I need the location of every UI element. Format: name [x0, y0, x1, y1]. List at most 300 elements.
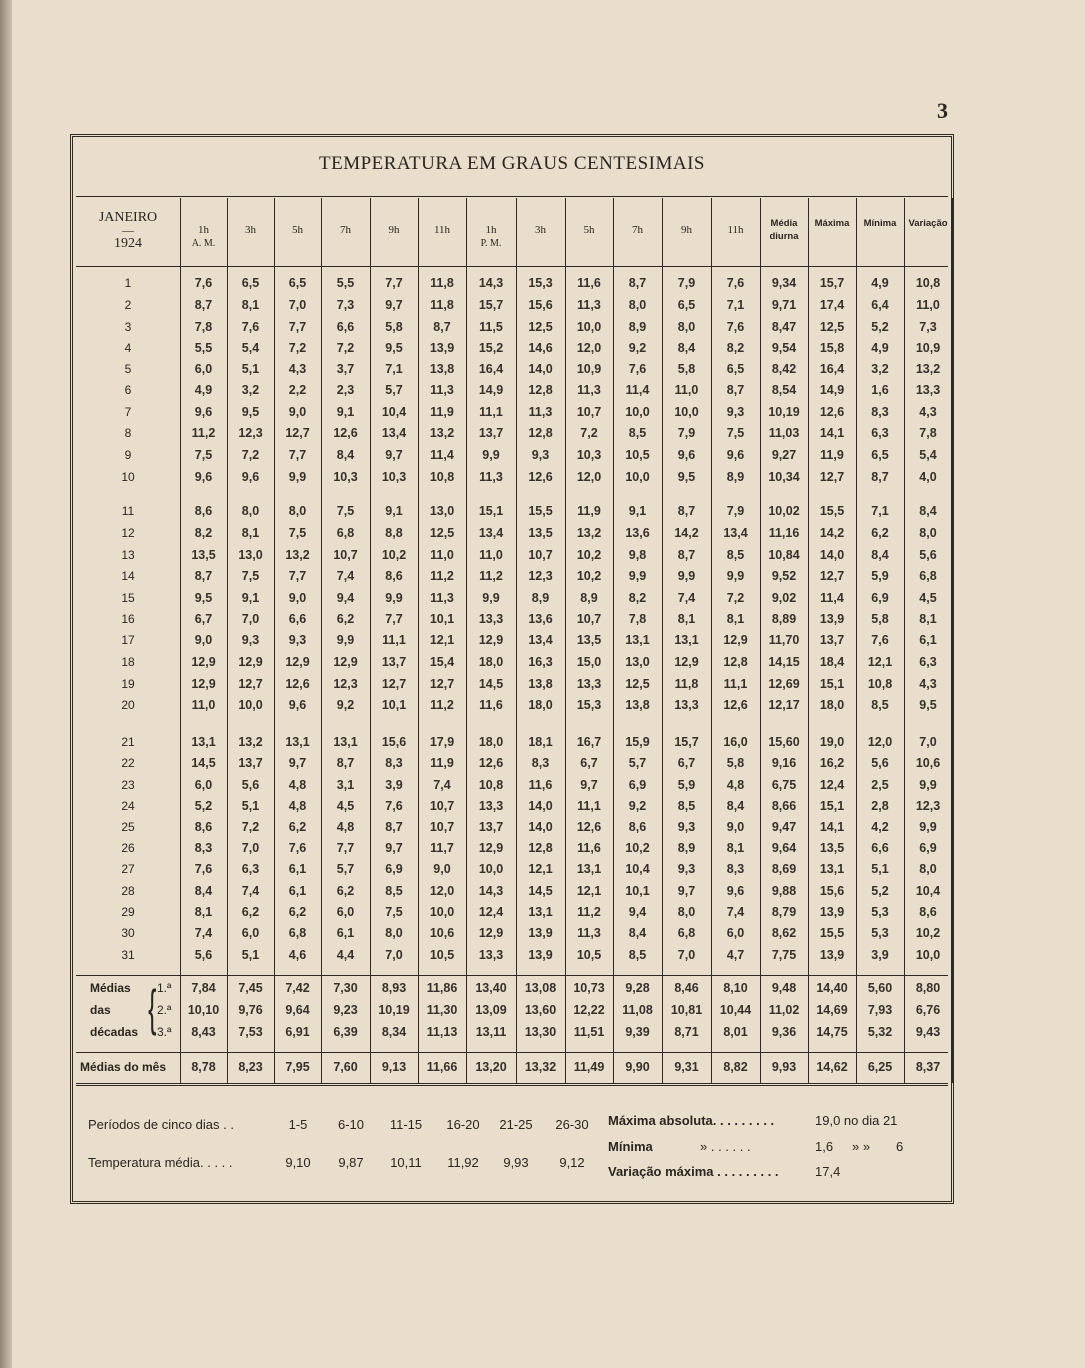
- decade-means-label: das: [90, 1003, 111, 1017]
- table-cell: 12,5: [429, 526, 455, 540]
- table-cell: 9,9: [919, 820, 937, 834]
- month-mean-cell: 13,20: [475, 1060, 507, 1074]
- table-cell: 10,9: [915, 341, 941, 355]
- table-cell: 8,2: [726, 341, 745, 355]
- table-cell: 10,0: [915, 948, 941, 962]
- table-cell: 5,7: [628, 756, 647, 770]
- table-cell: 8,2: [194, 526, 213, 540]
- table-cell: 11,7: [430, 841, 454, 855]
- table-title: TEMPERATURA EM GRAUS CENTESIMAIS: [318, 153, 705, 174]
- table-cell: 15,5: [528, 504, 553, 518]
- table-cell: 6,75: [771, 778, 797, 792]
- decade-cell: 14,75: [816, 1025, 848, 1039]
- table-cell: 15,3: [528, 276, 553, 290]
- table-cell: 8,7: [194, 298, 213, 312]
- table-cell: 6,7: [580, 756, 598, 770]
- table-cell: 13,9: [429, 341, 455, 355]
- table-cell: 9,1: [628, 504, 647, 518]
- decade-cell: 11,86: [426, 981, 458, 995]
- table-cell: 12,9: [333, 655, 358, 669]
- month-mean-cell: 8,37: [915, 1060, 941, 1074]
- table-rule: [76, 1052, 948, 1053]
- table-cell: 9,52: [771, 569, 797, 583]
- table-cell: 14,2: [674, 526, 699, 540]
- table-cell: 14,2: [819, 526, 845, 540]
- min-abs-day: 6: [896, 1139, 904, 1154]
- table-cell: 4,4: [336, 948, 355, 962]
- month-mean-cell: 9,93: [771, 1060, 797, 1074]
- table-cell: 11,3: [430, 383, 454, 397]
- table-cell: 10,7: [333, 548, 358, 562]
- decade-cell: 13,40: [475, 981, 507, 995]
- table-cell: 10,0: [625, 470, 650, 484]
- table-cell: 7,7: [385, 612, 403, 626]
- table-cell: 11,6: [577, 841, 601, 855]
- table-cell: 16,4: [478, 362, 504, 376]
- table-cell: 13,2: [285, 548, 310, 562]
- decade-cell: 6,76: [915, 1003, 941, 1017]
- table-cell: 5,8: [871, 612, 889, 626]
- decade-means-label: Médias: [90, 981, 131, 995]
- table-cell: 13,5: [576, 633, 602, 647]
- table-cell: 10,2: [915, 926, 941, 940]
- table-cell: 13,8: [528, 677, 553, 691]
- day-number: 8: [124, 426, 132, 440]
- decade-cell: 10,44: [719, 1003, 752, 1017]
- decade-cell: 6,91: [285, 1025, 310, 1039]
- table-cell: 7,3: [336, 298, 355, 312]
- table-cell: 8,3: [531, 756, 550, 770]
- table-cell: 8,8: [385, 526, 403, 540]
- table-cell: 10,5: [429, 948, 455, 962]
- table-cell: 4,8: [288, 799, 307, 813]
- table-cell: 4,3: [919, 677, 937, 691]
- table-cell: 13,7: [238, 756, 263, 770]
- decade-cell: 9,28: [625, 981, 650, 995]
- table-cell: 11,6: [528, 778, 553, 792]
- table-cell: 11,16: [768, 526, 800, 540]
- table-cell: 10,5: [625, 448, 650, 462]
- table-cell: 12,4: [478, 905, 504, 919]
- table-cell: 9,7: [288, 756, 307, 770]
- table-cell: 9,1: [241, 591, 260, 605]
- table-cell: 13,1: [674, 633, 699, 647]
- table-cell: 9,8: [628, 548, 647, 562]
- day-number: 20: [121, 698, 135, 712]
- table-cell: 9,5: [241, 405, 260, 419]
- table-cell: 12,9: [478, 841, 504, 855]
- table-cell: 7,4: [194, 926, 213, 940]
- table-cell: 13,1: [285, 735, 310, 749]
- decade-cell: 9,43: [915, 1025, 941, 1039]
- table-cell: 5,9: [871, 569, 889, 583]
- table-cell: 7,6: [194, 862, 213, 876]
- var-value: 17,4: [815, 1164, 841, 1179]
- table-cell: 6,6: [871, 841, 889, 855]
- table-cell: 8,5: [726, 548, 745, 562]
- table-cell: 14,3: [478, 884, 504, 898]
- table-cell: 9,9: [482, 591, 500, 605]
- table-cell: 14,0: [819, 548, 845, 562]
- period-temp: 9,93: [503, 1155, 529, 1170]
- table-cell: 11,3: [577, 926, 601, 940]
- table-cell: 8,42: [771, 362, 797, 376]
- table-cell: 8,54: [771, 383, 797, 397]
- table-cell: 9,5: [677, 470, 696, 484]
- day-number: 13: [121, 548, 135, 562]
- table-cell: 14,0: [528, 820, 553, 834]
- table-cell: 7,6: [871, 633, 889, 647]
- table-cell: 7,5: [726, 426, 745, 440]
- table-cell: 13,0: [625, 655, 650, 669]
- table-cell: 9,3: [288, 633, 307, 647]
- table-cell: 16,4: [819, 362, 845, 376]
- table-cell: 18,0: [478, 735, 504, 749]
- table-cell: 9,6: [726, 884, 745, 898]
- table-cell: 9,3: [241, 633, 260, 647]
- table-cell: 9,2: [336, 698, 355, 712]
- table-cell: 5,7: [385, 383, 403, 397]
- decade-cell: 9,39: [625, 1025, 650, 1039]
- decade-cell: 7,30: [333, 981, 358, 995]
- table-cell: 7,7: [385, 276, 403, 290]
- column-header: 3h: [535, 224, 546, 236]
- table-cell: 10,4: [915, 884, 941, 898]
- table-cell: 12,9: [238, 655, 263, 669]
- table-rule: [76, 1085, 948, 1086]
- table-cell: 11,2: [430, 698, 454, 712]
- table-cell: 7,6: [726, 320, 745, 334]
- day-number: 24: [121, 799, 135, 813]
- month-mean-cell: 14,62: [816, 1060, 848, 1074]
- table-cell: 8,5: [385, 884, 403, 898]
- table-cell: 11,3: [479, 470, 503, 484]
- table-cell: 10,4: [381, 405, 407, 419]
- table-cell: 13,7: [381, 655, 407, 669]
- table-cell: 14,3: [478, 276, 504, 290]
- table-cell: 4,7: [726, 948, 745, 962]
- decade-cell: 9,23: [333, 1003, 358, 1017]
- day-number: 28: [121, 884, 135, 898]
- table-cell: 11,9: [430, 756, 454, 770]
- table-cell: 10,1: [625, 884, 650, 898]
- table-cell: 10,9: [576, 362, 602, 376]
- table-cell: 13,1: [191, 735, 216, 749]
- table-cell: 8,7: [726, 383, 745, 397]
- table-cell: 13,2: [238, 735, 263, 749]
- day-number: 25: [121, 820, 135, 834]
- table-cell: 7,3: [919, 320, 937, 334]
- table-cell: 12,3: [528, 569, 553, 583]
- table-cell: 6,0: [241, 926, 260, 940]
- table-cell: 8,1: [726, 841, 745, 855]
- table-cell: 7,9: [677, 276, 696, 290]
- table-cell: 12,6: [478, 756, 504, 770]
- table-cell: 9,9: [628, 569, 647, 583]
- table-cell: 6,9: [628, 778, 647, 792]
- table-cell: 5,2: [871, 884, 889, 898]
- table-cell: 13,7: [478, 820, 504, 834]
- decade-cell: 6,39: [333, 1025, 358, 1039]
- table-cell: 5,4: [919, 448, 937, 462]
- table-cell: 2,3: [336, 383, 355, 397]
- table-cell: 11,2: [479, 569, 503, 583]
- month-mean-label: Médias do mês: [80, 1060, 167, 1074]
- table-cell: 13,5: [819, 841, 845, 855]
- table-cell: 9,6: [288, 698, 307, 712]
- column-header-sub: A. M.: [191, 238, 216, 249]
- day-number: 21: [121, 735, 135, 749]
- table-cell: 9,7: [385, 298, 403, 312]
- decade-cell: 11,30: [426, 1003, 458, 1017]
- table-cell: 9,3: [726, 405, 745, 419]
- table-cell: 10,1: [429, 612, 455, 626]
- period-range: 26-30: [555, 1117, 589, 1132]
- temp-label: Temperatura média. . . . .: [88, 1155, 233, 1170]
- table-cell: 11,3: [430, 591, 454, 605]
- table-cell: 6,5: [288, 276, 307, 290]
- table-cell: 5,5: [336, 276, 355, 290]
- table-cell: 9,6: [194, 405, 213, 419]
- table-cell: 6,0: [194, 778, 213, 792]
- table-cell: 13,3: [674, 698, 699, 712]
- table-cell: 10,34: [768, 470, 800, 484]
- ditto-marks: » »: [852, 1139, 871, 1154]
- table-cell: 15,5: [819, 504, 845, 518]
- column-header: 9h: [681, 224, 692, 236]
- table-cell: 10,7: [528, 548, 553, 562]
- table-cell: 10,2: [381, 548, 407, 562]
- table-cell: 9,9: [288, 470, 307, 484]
- period-range: 6-10: [337, 1117, 365, 1132]
- table-cell: 8,1: [241, 298, 260, 312]
- table-cell: 8,7: [336, 756, 355, 770]
- table-cell: 6,9: [385, 862, 403, 876]
- decade-cell: 7,53: [238, 1025, 263, 1039]
- table-cell: 8,3: [385, 756, 403, 770]
- column-header: Máxima: [814, 218, 850, 229]
- table-cell: 7,75: [771, 948, 797, 962]
- table-cell: 13,7: [819, 633, 845, 647]
- table-cell: 11,1: [723, 677, 748, 691]
- period-temp: 11,92: [447, 1155, 479, 1170]
- table-cell: 11,1: [382, 633, 406, 647]
- table-cell: 15,6: [819, 884, 845, 898]
- decade-cell: 11,51: [573, 1025, 605, 1039]
- table-cell: 11,8: [674, 677, 699, 691]
- table-cell: 13,2: [915, 362, 941, 376]
- month-mean-cell: 7,60: [333, 1060, 358, 1074]
- table-cell: 7,8: [919, 426, 937, 440]
- table-cell: 8,1: [726, 612, 745, 626]
- table-cell: 13,4: [528, 633, 553, 647]
- table-cell: 6,3: [919, 655, 937, 669]
- table-cell: 5,6: [919, 548, 937, 562]
- table-cell: 14,5: [191, 756, 216, 770]
- month-mean-cell: 9,13: [381, 1060, 407, 1074]
- table-cell: 8,0: [385, 926, 403, 940]
- table-cell: 8,79: [771, 905, 797, 919]
- table-cell: 12,6: [576, 820, 602, 834]
- table-cell: 7,5: [385, 905, 403, 919]
- table-cell: 13,8: [429, 362, 455, 376]
- table-cell: 16,7: [576, 735, 602, 749]
- table-cell: 9,0: [726, 820, 745, 834]
- day-number: 4: [124, 341, 132, 355]
- table-cell: 5,2: [871, 320, 889, 334]
- day-number: 15: [121, 591, 135, 605]
- table-cell: 12,9: [191, 655, 216, 669]
- day-number: 29: [121, 905, 135, 919]
- table-cell: 9,5: [919, 698, 937, 712]
- table-cell: 6,2: [288, 820, 307, 834]
- table-cell: 10,0: [238, 698, 263, 712]
- var-label: Variação máxima . . . . . . . . .: [608, 1164, 779, 1179]
- table-cell: 14,6: [528, 341, 553, 355]
- table-cell: 12,5: [625, 677, 650, 691]
- day-number: 12: [121, 526, 135, 540]
- decade-index: 1.ª: [157, 981, 172, 995]
- table-cell: 8,1: [677, 612, 696, 626]
- decade-cell: 8,10: [723, 981, 748, 995]
- column-header: 7h: [632, 224, 643, 236]
- table-cell: 11,4: [625, 383, 650, 397]
- table-cell: 12,1: [429, 633, 455, 647]
- decade-cell: 7,42: [285, 981, 310, 995]
- table-cell: 15,2: [478, 341, 504, 355]
- day-number: 2: [124, 298, 132, 312]
- table-cell: 5,6: [194, 948, 213, 962]
- decade-cell: 13,08: [524, 981, 557, 995]
- table-cell: 12,3: [238, 426, 263, 440]
- table-cell: 18,0: [478, 655, 504, 669]
- table-cell: 13,1: [528, 905, 553, 919]
- table-cell: 9,6: [194, 470, 213, 484]
- month-mean-cell: 8,23: [238, 1060, 263, 1074]
- table-cell: 4,6: [288, 948, 307, 962]
- table-cell: 12,4: [819, 778, 845, 792]
- table-cell: 9,3: [677, 820, 696, 834]
- table-cell: 13,0: [238, 548, 263, 562]
- table-cell: 12,3: [915, 799, 941, 813]
- table-cell: 6,1: [288, 862, 307, 876]
- day-number: 17: [121, 633, 135, 647]
- table-cell: 10,8: [867, 677, 893, 691]
- table-cell: 7,5: [288, 526, 307, 540]
- table-cell: 8,7: [677, 548, 696, 562]
- table-cell: 12,9: [285, 655, 310, 669]
- table-cell: 5,9: [677, 778, 696, 792]
- table-cell: 8,4: [677, 341, 696, 355]
- table-cell: 10,8: [915, 276, 941, 290]
- month-mean-cell: 8,78: [191, 1060, 216, 1074]
- table-cell: 13,9: [528, 926, 553, 940]
- period-temp: 9,87: [338, 1155, 364, 1170]
- table-cell: 11,8: [430, 276, 454, 290]
- table-cell: 3,2: [871, 362, 889, 376]
- table-cell: 9,47: [771, 820, 797, 834]
- table-cell: 14,1: [819, 820, 845, 834]
- table-cell: 11,5: [479, 320, 503, 334]
- table-cell: 6,3: [241, 862, 260, 876]
- table-cell: 11,70: [768, 633, 800, 647]
- decade-cell: 13,30: [524, 1025, 557, 1039]
- table-cell: 7,1: [871, 504, 889, 518]
- decade-cell: 9,64: [285, 1003, 310, 1017]
- table-cell: 2,8: [871, 799, 889, 813]
- table-cell: 8,3: [194, 841, 213, 855]
- table-cell: 10,0: [429, 905, 455, 919]
- table-cell: 5,3: [871, 926, 889, 940]
- table-cell: 6,8: [677, 926, 696, 940]
- column-header: 3h: [245, 224, 256, 236]
- table-cell: 7,6: [288, 841, 307, 855]
- table-cell: 5,6: [871, 756, 889, 770]
- table-cell: 9,7: [385, 448, 403, 462]
- table-cell: 7,2: [726, 591, 745, 605]
- table-cell: 15,7: [819, 276, 845, 290]
- table-cell: 5,4: [241, 341, 260, 355]
- table-cell: 13,3: [478, 612, 504, 626]
- table-cell: 8,4: [871, 548, 889, 562]
- table-cell: 7,1: [385, 362, 403, 376]
- table-cell: 9,5: [385, 341, 403, 355]
- table-cell: 7,2: [336, 341, 355, 355]
- table-cell: 9,9: [726, 569, 745, 583]
- day-number: 16: [121, 612, 135, 626]
- table-cell: 4,5: [919, 591, 937, 605]
- table-cell: 10,0: [625, 405, 650, 419]
- table-cell: 8,7: [433, 320, 451, 334]
- table-cell: 8,1: [194, 905, 213, 919]
- table-cell: 11,0: [674, 383, 699, 397]
- header-month: JANEIRO: [98, 210, 158, 225]
- table-cell: 10,19: [768, 405, 800, 419]
- table-cell: 8,7: [628, 276, 647, 290]
- table-cell: 6,4: [871, 298, 889, 312]
- table-cell: 15,8: [819, 341, 845, 355]
- decade-means-label: décadas: [90, 1025, 139, 1039]
- table-cell: 12,17: [768, 698, 800, 712]
- min-abs-label: Mínima: [608, 1139, 653, 1154]
- table-cell: 12,0: [576, 470, 602, 484]
- table-cell: 12,3: [333, 677, 358, 691]
- max-abs-label: Máxima absoluta. . . . . . . . .: [608, 1113, 775, 1128]
- table-cell: 6,2: [871, 526, 889, 540]
- table-cell: 7,7: [288, 320, 307, 334]
- table-cell: 9,2: [628, 341, 647, 355]
- table-cell: 7,0: [677, 948, 696, 962]
- page-number: 3: [937, 98, 948, 123]
- table-cell: 13,1: [576, 862, 602, 876]
- table-cell: 18,0: [528, 698, 553, 712]
- table-cell: 8,7: [871, 470, 889, 484]
- table-cell: 8,89: [771, 612, 797, 626]
- decade-cell: 13,11: [475, 1025, 507, 1039]
- decade-cell: 9,36: [771, 1025, 797, 1039]
- table-cell: 5,2: [194, 799, 213, 813]
- table-cell: 11,3: [577, 298, 601, 312]
- table-cell: 8,6: [628, 820, 647, 834]
- table-cell: 7,9: [726, 504, 745, 518]
- header-year: 1924: [114, 236, 142, 251]
- table-cell: 2,5: [871, 778, 889, 792]
- table-cell: 7,5: [336, 504, 355, 518]
- table-cell: 4,8: [336, 820, 355, 834]
- table-cell: 18,4: [819, 655, 845, 669]
- table-rule: [76, 266, 948, 267]
- table-cell: 5,1: [241, 799, 260, 813]
